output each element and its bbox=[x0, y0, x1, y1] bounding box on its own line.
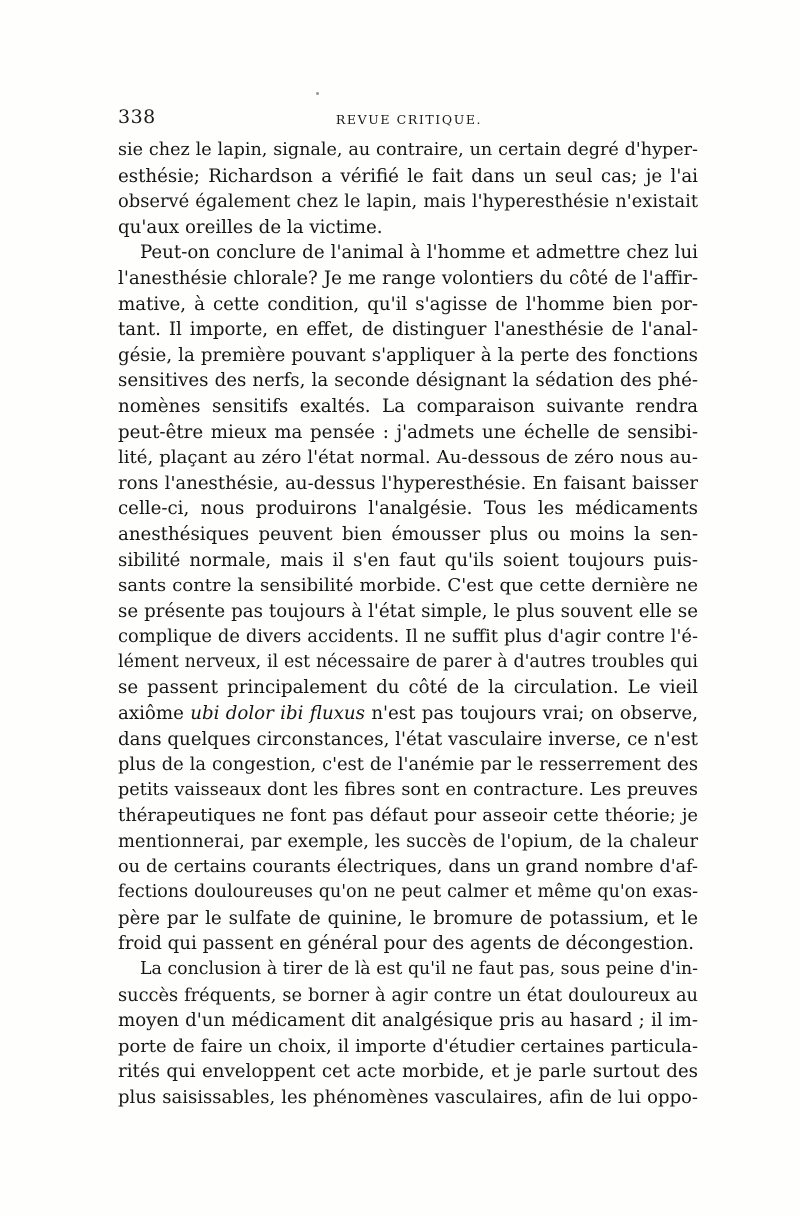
running-head bbox=[118, 100, 700, 134]
running-title: REVUE CRITIQUE. bbox=[335, 112, 483, 127]
body-text bbox=[118, 138, 698, 1111]
text-line: mentionnerai, par exemple, les succès de l'opium, de la chaleur bbox=[118, 831, 698, 853]
text-line: esthésie; Richardson a vérifié le fait dans un seul cas; je l'ai bbox=[118, 165, 698, 187]
text-line: lité, plaçant au zéro l'état normal. Au-dessous de zéro nous au- bbox=[118, 447, 698, 469]
text-line: sants contre la sensibilité morbide. C'est que cette dernière ne bbox=[118, 575, 698, 597]
text-line: tant. Il importe, en effet, de distinguer l'anesthésie de l'anal- bbox=[118, 319, 698, 341]
text-line: petits vaisseaux dont les fibres sont en contracture. Les preuves bbox=[118, 779, 698, 800]
text-line: nomènes sensitifs exaltés. La comparaison suivante rendra bbox=[118, 395, 698, 417]
text-line: se passent principalement du côté de la circulation. Le vieil bbox=[118, 677, 698, 699]
text-line: celle-ci, nous produirons l'analgésie. Tous les médicaments bbox=[118, 498, 698, 520]
text-line: observé également chez le lapin, mais l'hyperesthésie n'existait bbox=[118, 191, 698, 213]
text-line: sie chez le lapin, signale, au contraire, un certain degré d'hyper- bbox=[118, 140, 698, 160]
text-line: se présente pas toujours à l'état simple, le plus souvent elle se bbox=[118, 600, 698, 622]
text-line: qu'aux oreilles de la victime. bbox=[118, 216, 383, 238]
text-line: plus saisissables, les phénomènes vasculaires, afin de lui oppo- bbox=[118, 1086, 698, 1108]
ink-speck bbox=[316, 92, 319, 95]
page-number: 338 bbox=[118, 106, 156, 128]
text-line: lément nerveux, il est nécessaire de parer à d'autres troubles qui bbox=[118, 651, 698, 672]
text-line: dans quelques circonstances, l'état vasculaire inverse, ce n'est bbox=[118, 728, 698, 750]
text-line: froid qui passent en général pour des agents de décongestion. bbox=[118, 933, 695, 955]
text-line: père par le sulfate de quinine, le bromure de potassium, et le bbox=[118, 907, 698, 929]
text-line: rons l'anesthésie, au-dessus l'hyperesthésie. En faisant baisser bbox=[118, 472, 698, 494]
text-line: complique de divers accidents. Il ne suffit plus d'agir contre l'é- bbox=[118, 626, 698, 648]
text-line: fections douloureuses qu'on ne peut calmer et même qu'on exas- bbox=[118, 882, 698, 903]
text-line: anesthésiques peuvent bien émousser plus ou moins la sen- bbox=[118, 523, 698, 545]
text-line: succès fréquents, se borner à agir contre un état douloureux au bbox=[118, 984, 698, 1006]
text-line: l'anesthésie chlorale? Je me range volontiers du côté de l'affir- bbox=[118, 267, 698, 289]
paragraph-first-line: La conclusion à tirer de là est qu'il ne faut pas, sous peine d'in- bbox=[140, 959, 698, 979]
text-line: axiôme ubi dolor ibi fluxus n'est pas toujours vrai; on observe, bbox=[118, 703, 698, 725]
text-line: peut-être mieux ma pensée : j'admets une échelle de sensibi- bbox=[118, 421, 698, 443]
text-line: plus de la congestion, c'est de l'anémie par le resserrement des bbox=[118, 754, 698, 776]
text-line: rités qui enveloppent cet acte morbide, et je parle surtout des bbox=[118, 1061, 698, 1083]
text-line: gésie, la première pouvant s'appliquer à la perte des fonctions bbox=[118, 344, 698, 366]
text-line: porte de faire un choix, il importe d'étudier certaines particula- bbox=[118, 1035, 698, 1057]
latin-axiom: ubi dolor ibi fluxus bbox=[190, 703, 365, 725]
paragraph-first-line: Peut-on conclure de l'animal à l'homme et admettre chez lui bbox=[140, 242, 698, 264]
text-line: thérapeutiques ne font pas défaut pour asseoir cette théorie; je bbox=[118, 805, 698, 827]
text-line: ou de certains courants électriques, dans un grand nombre d'af- bbox=[118, 856, 698, 877]
text-line: mative, à cette condition, qu'il s'agisse de l'homme bien por- bbox=[118, 293, 698, 315]
text-line: sibilité normale, mais il s'en faut qu'ils soient toujours puis- bbox=[118, 549, 698, 571]
text-line: moyen d'un médicament dit analgésique pris au hasard ; il im- bbox=[118, 1010, 698, 1032]
text-line: sensitives des nerfs, la seconde désignant la sédation des phé- bbox=[118, 370, 698, 392]
